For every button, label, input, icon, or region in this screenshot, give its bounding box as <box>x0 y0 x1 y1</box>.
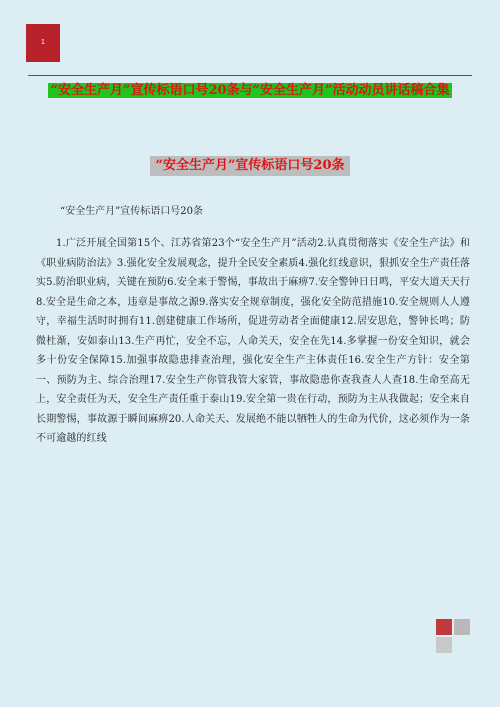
page-number: 1 <box>41 39 45 46</box>
body-paragraph: 1.广泛开展全国第15个、江苏省第23个“安全生产月”活动2.认真贯彻落实《安全生产法》和《职业病防治法》3.强化安全发展观念，提升全民安全素质4.强化红线意识，狠抓安全生产责任落实5.防治职业病，关键在预防6.安全来于警惕，事故出于麻痹7.安全警钟日日鸣，平安大道天天行8.安全是生命之本，违章是事故之源9.落实安全规章制度，强化安全防范措施10.安全规则人人遵守，幸福生活时时拥有11.创建健康工作场所，促进劳动者全面健康12.居安思危，警钟长鸣；防微杜渐，安如泰山13.生产再忙，安全不忘，人命关天，安全在先14.多掌握一份安全知识，就会多十份安全保障15.加强事故隐患排查治理，强化安全生产主体责任16.安全生产方针：安全第一、预防为主、综合治理17.安全生产你管我管大家管，事故隐患你查我查人人查18.生命至高无上，安全责任为天，安全生产责任重于泰山19.安全第一贵在行动，预防为主从我做起；安全来自长期警惕，事故源于瞬间麻痹20.人命关天、发展绝不能以牺牲人的生命为代价，这必须作为一条不可逾越的红线 <box>36 238 470 444</box>
intro-line: “安全生产月”宣传标语口号20条 <box>60 206 203 217</box>
document-title-text: “安全生产月”宣传标语口号20条与“安全生产月”活动动员讲话稿合集 <box>50 83 450 98</box>
corner-square-red <box>436 619 452 635</box>
page-number-badge <box>26 24 60 62</box>
corner-square-grey <box>454 619 470 635</box>
header-divider <box>28 75 472 76</box>
document-title <box>28 82 472 99</box>
corner-square-light-grey <box>436 637 452 653</box>
section-heading-text: “安全生产月”宣传标语口号20条 <box>150 156 349 176</box>
corner-decoration <box>436 619 470 653</box>
section-heading <box>0 154 500 176</box>
